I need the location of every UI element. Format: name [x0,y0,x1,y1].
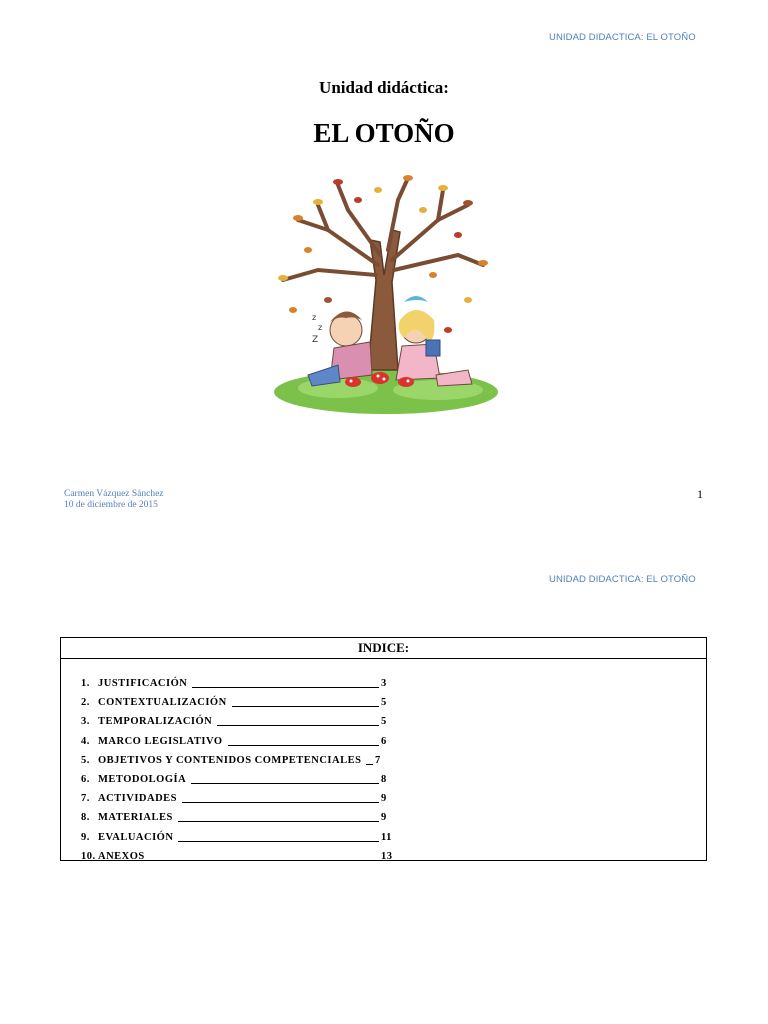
toc-item-label: OBJETIVOS Y CONTENIDOS COMPETENCIALES [98,754,362,766]
toc-leader-line [228,736,379,746]
toc-leader-line [182,793,379,803]
toc-item-label: ACTIVIDADES [98,793,178,805]
toc-leader-line [191,774,379,784]
toc-item-number: 1. [81,678,90,689]
toc-item-number: 3. [81,716,90,728]
toc-leader-line [150,851,379,861]
toc-item-page: 11 [381,831,392,843]
toc-item-page: 7 [375,754,381,766]
toc-item-number: 7. [81,793,90,805]
toc-item-label: TEMPORALIZACIÓN [98,716,213,728]
svg-text:z: z [312,313,317,322]
svg-text:Z: Z [312,335,319,345]
toc-item-number: 9. [81,831,90,843]
index-table [60,637,707,861]
document-subtitle: Unidad didáctica: [319,78,449,97]
reading-girl [396,296,472,386]
document-title: EL OTOÑO [313,118,455,148]
toc-leader-line [178,812,379,822]
svg-text:z: z [318,323,323,332]
toc-item-number: 2. [81,697,90,709]
toc-item-label: MARCO LEGISLATIVO [98,735,223,747]
toc-item-label: ANEXOS [98,850,145,862]
toc-item-page: 9 [381,793,387,805]
author-name: Carmen Vázquez Sánchez [64,489,164,499]
toc-item-page: 5 [381,716,387,728]
page-footer [64,489,164,511]
page-number: 1 [697,487,703,501]
index-title: INDICE: [61,638,706,659]
sleeping-boy [308,311,372,386]
document-date: 10 de diciembre de 2015 [64,500,158,510]
running-header: UNIDAD DIDACTICA: EL OTOÑO [549,32,696,43]
running-header-page2: UNIDAD DIDACTICA: EL OTOÑO [549,574,696,585]
toc-leader-line [192,678,379,688]
toc-item-page: 3 [381,678,387,689]
toc-item-label: METODOLOGÍA [98,773,187,785]
toc-item-page: 8 [381,773,387,785]
toc-item-page: 9 [381,812,387,824]
toc-item-number: 5. [81,754,90,766]
toc-item-number: 6. [81,773,90,785]
toc-leader-line [232,697,379,707]
toc-leader-line [217,716,379,726]
toc-item-number: 8. [81,812,90,824]
toc-item-label: CONTEXTUALIZACIÓN [98,697,227,709]
tree-trunk [368,230,400,370]
toc-item-number: 10. [81,850,96,862]
toc-item-page: 5 [381,697,387,709]
toc-item-label: MATERIALES [98,812,173,824]
toc-item-label: JUSTIFICACIÓN [98,678,188,689]
toc-item-label: EVALUACIÓN [98,831,174,843]
toc-item-page: 6 [381,735,387,747]
autumn-tree-children-illustration [268,170,500,420]
toc-leader-line [366,755,373,765]
toc-item-page: 13 [381,850,393,862]
toc-item-number: 4. [81,735,90,747]
toc-leader-line [178,832,379,842]
